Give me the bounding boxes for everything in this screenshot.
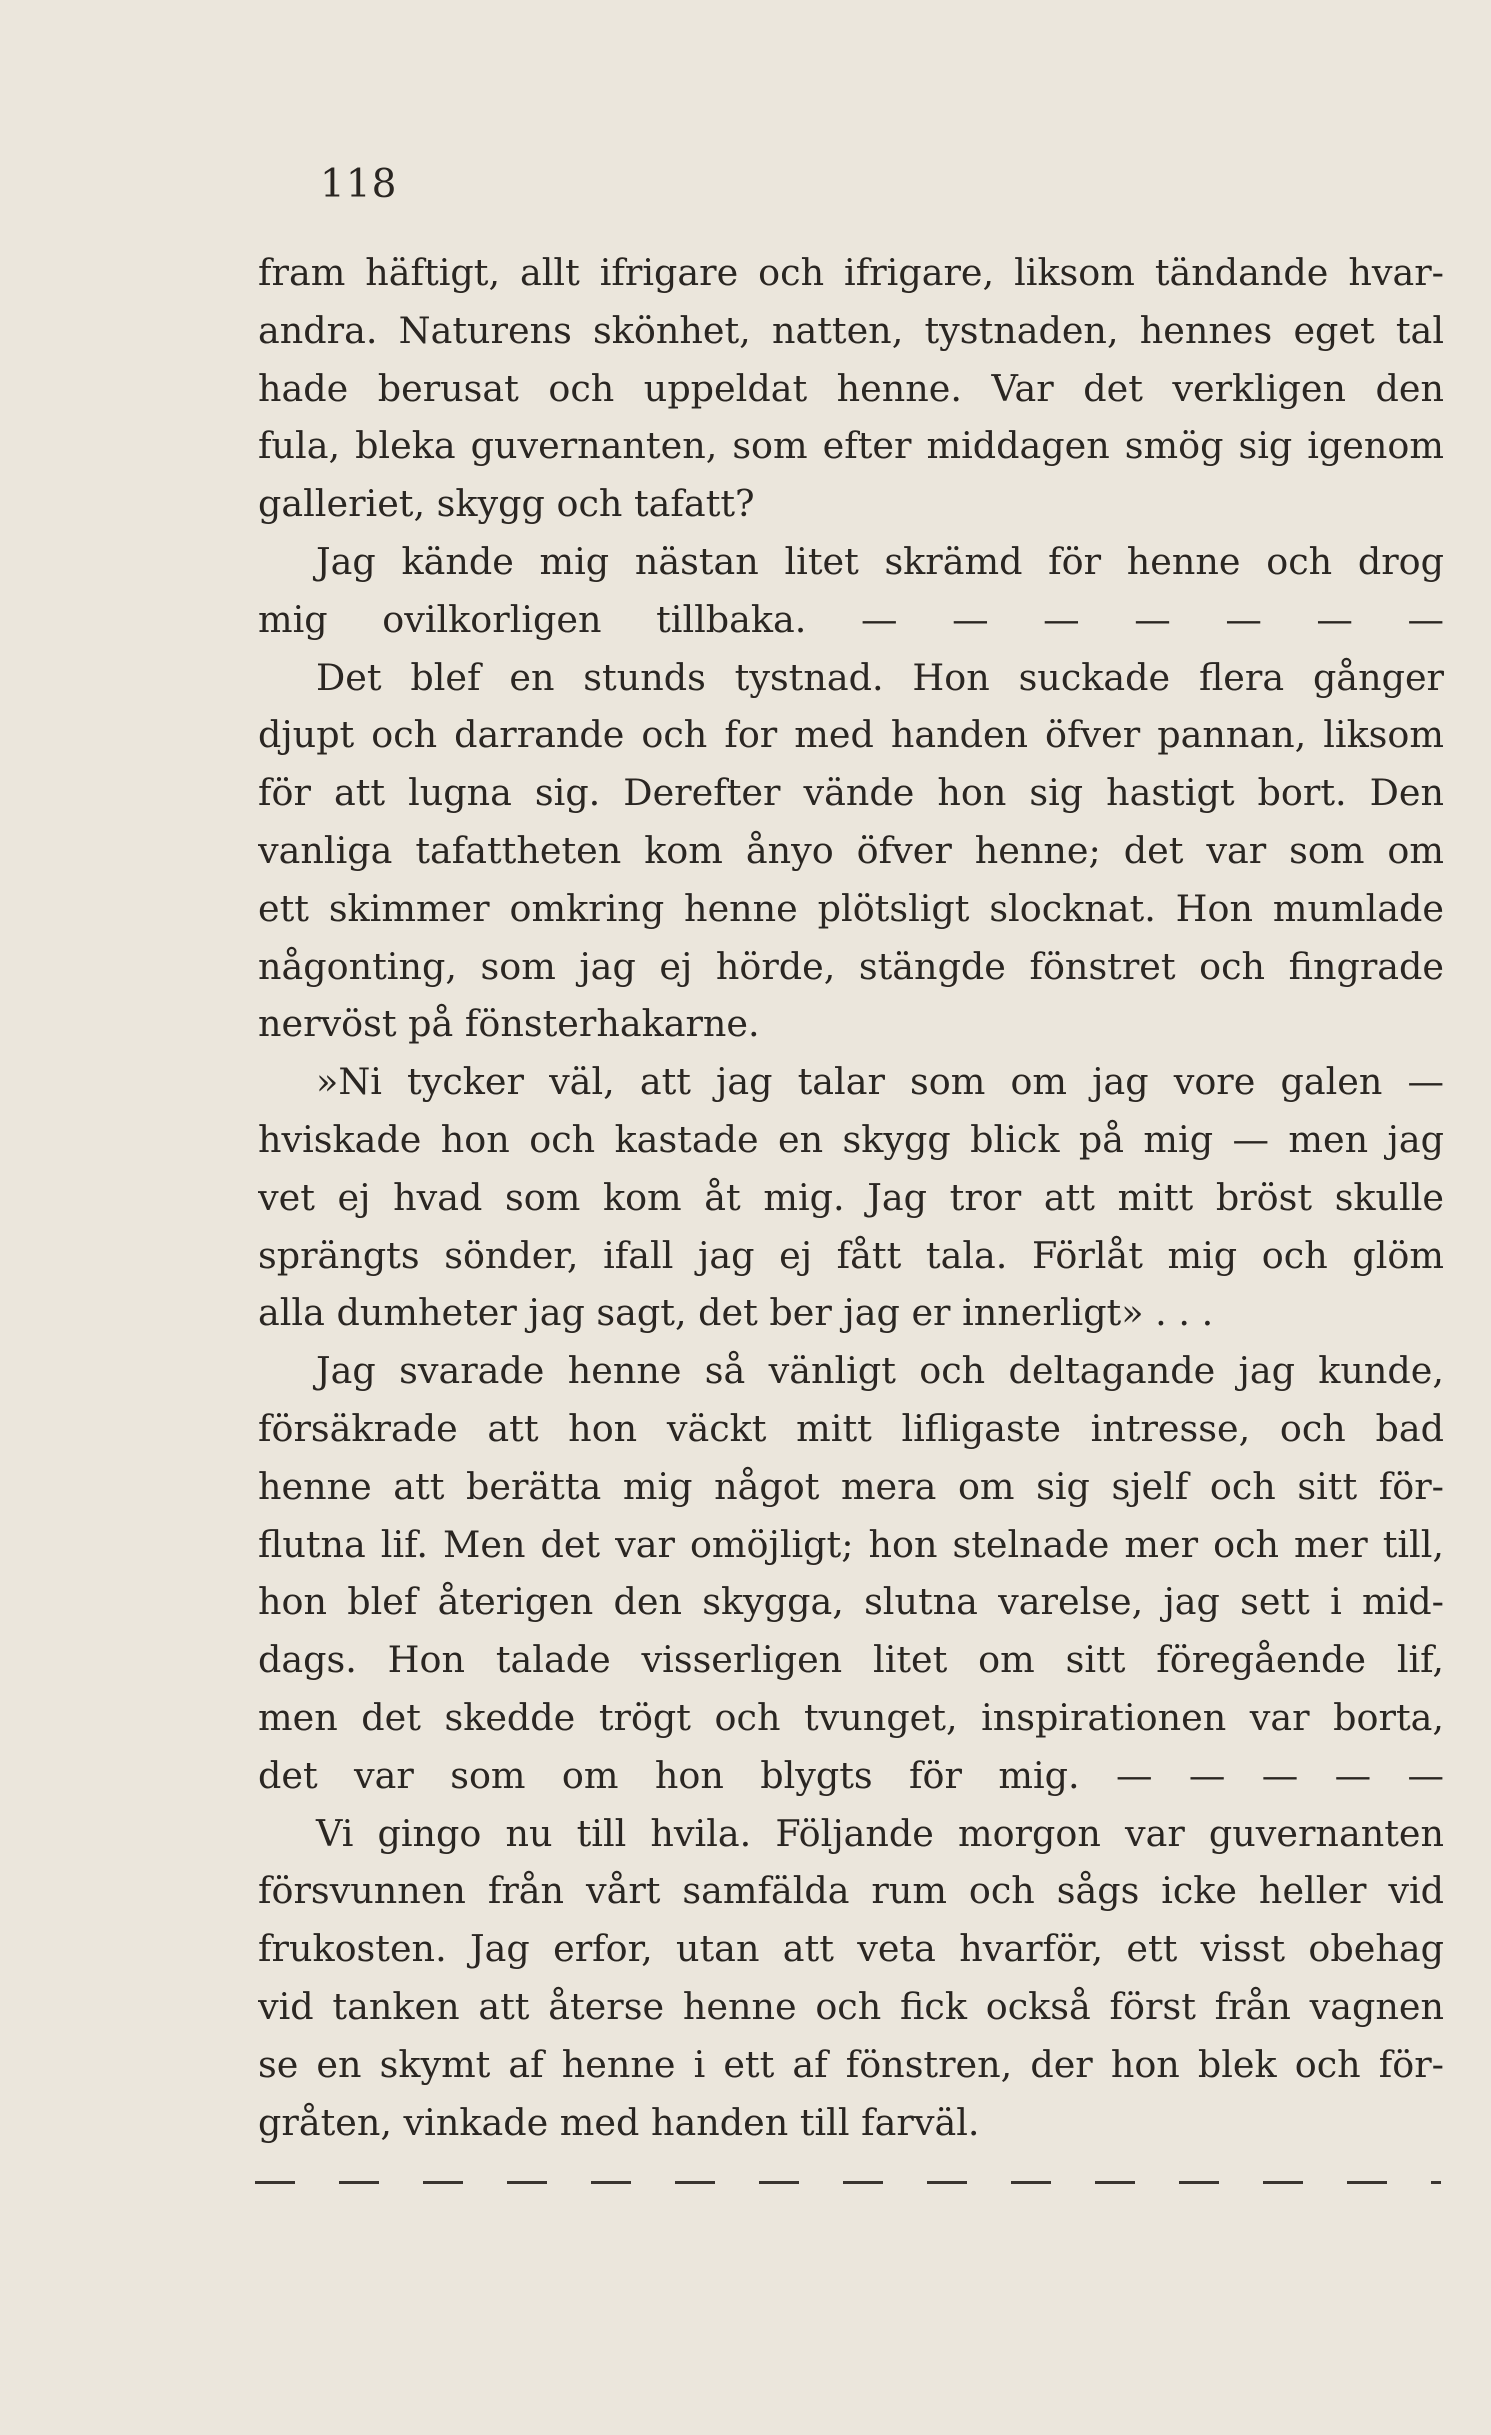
text-line: vid tanken att återse henne och fick också först från vagnen — [258, 1984, 1444, 2028]
text-line: »Ni tycker väl, att jag talar som om jag vore galen — — [316, 1060, 1444, 1104]
text-line: fram häftigt, allt ifrigare och ifrigare, liksom tändande hvar- — [258, 251, 1444, 294]
text-line: gråten, vinkade med handen till farväl. — [258, 2100, 980, 2144]
text-line: galleriet, skygg och tafatt? — [258, 482, 755, 526]
text-line: henne att berätta mig något mera om sig sjelf och sitt för- — [258, 1464, 1444, 1508]
text-line: flutna lif. Men det var omöjligt; hon stelnade mer och mer till, — [258, 1522, 1444, 1566]
text-line: vet ej hvad som kom åt mig. Jag tror att mitt bröst skulle — [258, 1175, 1444, 1219]
section-end-rule — [255, 2176, 1441, 2188]
text-line: ett skimmer omkring henne plötsligt slocknat. Hon mumlade — [258, 886, 1444, 930]
text-line: Det blef en stunds tystnad. Hon suckade flera gånger — [316, 655, 1444, 699]
text-line: försäkrade att hon väckt mitt lifligaste intresse, och bad — [258, 1406, 1444, 1450]
text-line: andra. Naturens skönhet, natten, tystnaden, hennes eget tal — [258, 308, 1444, 352]
text-line: men det skedde trögt och tvunget, inspirationen var borta, — [258, 1695, 1444, 1739]
text-line: se en skymt af henne i ett af fönstren, der hon blek och för- — [258, 2042, 1444, 2086]
text-line: Vi gingo nu till hvila. Följande morgon var guvernanten — [316, 1811, 1444, 1855]
body-text — [258, 244, 1444, 2151]
text-line: någonting, som jag ej hörde, stängde fönstret och fingrade — [258, 944, 1444, 988]
text-line: Jag kände mig nästan litet skrämd för henne och drog — [316, 539, 1444, 583]
text-line: dags. Hon talade visserligen litet om sitt föregående lif, — [258, 1638, 1444, 1682]
text-line: sprängts sönder, ifall jag ej fått tala. Förlåt mig och glöm — [258, 1233, 1444, 1277]
text-line: försvunnen från vårt samfälda rum och sågs icke heller vid — [258, 1869, 1444, 1913]
text-line: nervöst på fönsterhakarne. — [258, 1002, 760, 1046]
text-line: djupt och darrande och for med handen öfver pannan, liksom — [258, 713, 1444, 757]
page-number: 118 — [320, 162, 398, 207]
text-line: Jag svarade henne så vänligt och deltagande jag kunde, — [316, 1349, 1444, 1393]
text-line: alla dumheter jag sagt, det ber jag er innerligt» . . . — [258, 1291, 1214, 1335]
text-line: det var som om hon blygts för mig. — — — — — — [258, 1753, 1444, 1797]
text-line: hon blef återigen den skygga, slutna varelse, jag sett i mid- — [258, 1580, 1444, 1624]
text-line: vanliga tafattheten kom ånyo öfver henne; det var som om — [258, 828, 1444, 872]
text-line: frukosten. Jag erfor, utan att veta hvarför, ett visst obehag — [258, 1927, 1444, 1971]
text-line: fula, bleka guvernanten, som efter middagen smög sig igenom — [258, 424, 1444, 468]
text-line: för att lugna sig. Derefter vände hon sig hastigt bort. Den — [258, 771, 1444, 815]
text-line: hade berusat och uppeldat henne. Var det verkligen den — [258, 366, 1444, 410]
text-line: hviskade hon och kastade en skygg blick på mig — men jag — [258, 1117, 1444, 1161]
text-line: mig ovilkorligen tillbaka. — — — — — — — — [258, 597, 1444, 641]
